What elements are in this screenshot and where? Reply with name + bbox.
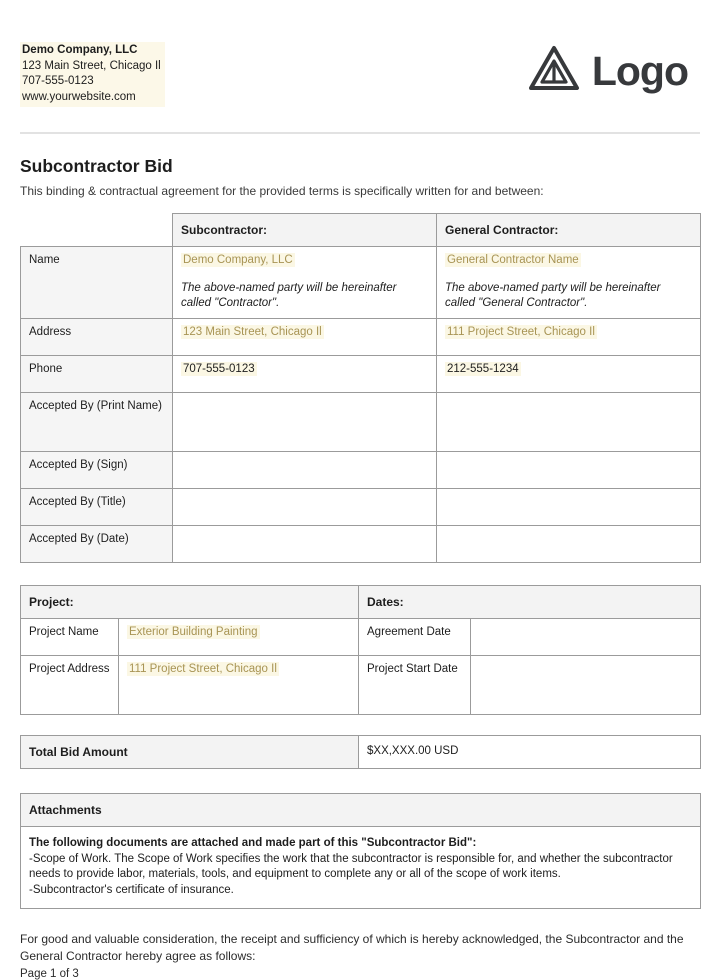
label-agreement-date: Agreement Date xyxy=(359,619,471,656)
header-general-contractor: General Contractor: xyxy=(437,214,701,247)
label-project-name: Project Name xyxy=(21,619,119,656)
total-bid-row xyxy=(21,736,701,769)
attachments-header-row xyxy=(21,794,701,827)
field-subcontractor-date[interactable] xyxy=(173,526,437,563)
project-row-name xyxy=(21,619,701,656)
parties-table xyxy=(20,213,701,563)
letterhead xyxy=(20,0,700,116)
field-general-contractor-sign[interactable] xyxy=(437,452,701,489)
value-subcontractor-phone: 707-555-0123 xyxy=(183,363,255,375)
cell-project-name-value xyxy=(119,619,359,656)
header-subcontractor: Subcontractor: xyxy=(173,214,437,247)
row-label-phone: Phone xyxy=(21,356,173,393)
cell-general-contractor-name xyxy=(437,247,701,319)
cell-project-address-value xyxy=(119,656,359,715)
attachments-body-row xyxy=(21,827,701,909)
value-general-contractor-phone: 212-555-1234 xyxy=(447,363,519,375)
attachments-item-2: -Subcontractor's certificate of insurance. xyxy=(29,883,234,896)
row-label-accepted-sign: Accepted By (Sign) xyxy=(21,452,173,489)
cell-general-contractor-phone xyxy=(437,356,701,393)
field-subcontractor-print-name[interactable] xyxy=(173,393,437,452)
field-general-contractor-title[interactable] xyxy=(437,489,701,526)
field-agreement-date[interactable] xyxy=(471,619,701,656)
total-bid-table xyxy=(20,735,701,769)
company-website: www.yourwebsite.com xyxy=(22,90,136,103)
logo xyxy=(528,44,700,97)
note-subcontractor: The above-named party will be hereinafter called "Contractor". xyxy=(181,282,397,309)
row-label-accepted-title: Accepted By (Title) xyxy=(21,489,173,526)
cell-subcontractor-name xyxy=(173,247,437,319)
table-row-accepted-title xyxy=(21,489,701,526)
label-total-bid-amount: Total Bid Amount xyxy=(21,736,359,769)
header-attachments: Attachments xyxy=(21,794,701,827)
table-row-phone xyxy=(21,356,701,393)
value-project-name: Exterior Building Painting xyxy=(129,626,258,638)
page-title: Subcontractor Bid xyxy=(20,156,173,176)
note-general-contractor: The above-named party will be hereinafter called "General Contractor". xyxy=(445,282,661,309)
logo-text: Logo xyxy=(591,47,688,94)
field-project-start-date[interactable] xyxy=(471,656,701,715)
project-row-address xyxy=(21,656,701,715)
row-label-accepted-date: Accepted By (Date) xyxy=(21,526,173,563)
header-divider xyxy=(20,132,700,134)
company-info-block xyxy=(20,42,165,107)
company-phone: 707-555-0123 xyxy=(22,75,94,87)
field-general-contractor-date[interactable] xyxy=(437,526,701,563)
field-subcontractor-sign[interactable] xyxy=(173,452,437,489)
label-project-address: Project Address xyxy=(21,656,119,715)
company-address: 123 Main Street, Chicago Il xyxy=(22,59,161,72)
company-name: Demo Company, LLC xyxy=(22,44,138,56)
row-label-accepted-print-name: Accepted By (Print Name) xyxy=(21,393,173,452)
value-subcontractor-address: 123 Main Street, Chicago Il xyxy=(183,326,322,338)
value-general-contractor-address: 111 Project Street, Chicago Il xyxy=(447,326,595,338)
closing-paragraph: For good and valuable consideration, the receipt and sufficiency of which is hereby acknowledged, the Subcontractor and the General Contractor hereby agree as follows: xyxy=(20,932,684,963)
cell-subcontractor-phone xyxy=(173,356,437,393)
attachments-table xyxy=(20,793,701,909)
header-dates: Dates: xyxy=(359,586,701,619)
attachments-body xyxy=(21,827,701,909)
table-row-address xyxy=(21,319,701,356)
table-row-accepted-print-name xyxy=(21,393,701,452)
field-general-contractor-print-name[interactable] xyxy=(437,393,701,452)
attachments-lead: The following documents are attached and made part of this "Subcontractor Bid": xyxy=(29,837,477,849)
attachments-item-1: -Scope of Work. The Scope of Work specifies the work that the subcontractor is responsible for, and whether the subcontractor needs to provide labor, materials, tools, and equipment to complete any or all of the scope of work items. xyxy=(29,852,673,880)
row-label-name: Name xyxy=(21,247,173,319)
page-footer: Page 1 of 3 xyxy=(20,968,79,980)
cell-general-contractor-address xyxy=(437,319,701,356)
header-spacer-cell xyxy=(21,214,173,247)
value-project-address: 111 Project Street, Chicago Il xyxy=(129,663,277,675)
table-row-name xyxy=(21,247,701,319)
value-subcontractor-name: Demo Company, LLC xyxy=(183,254,293,266)
table-header-row xyxy=(21,214,701,247)
field-subcontractor-title[interactable] xyxy=(173,489,437,526)
triangle-logo-icon xyxy=(528,44,580,97)
row-label-address: Address xyxy=(21,319,173,356)
header-project: Project: xyxy=(21,586,359,619)
value-total-bid-amount[interactable]: $XX,XXX.00 USD xyxy=(359,736,701,769)
project-dates-table xyxy=(20,585,701,715)
table-row-accepted-date xyxy=(21,526,701,563)
project-header-row xyxy=(21,586,701,619)
label-project-start-date: Project Start Date xyxy=(359,656,471,715)
value-general-contractor-name: General Contractor Name xyxy=(447,254,579,266)
page-subtitle: This binding & contractual agreement for the provided terms is specifically written for and between: xyxy=(20,184,544,198)
table-row-accepted-sign xyxy=(21,452,701,489)
cell-subcontractor-address xyxy=(173,319,437,356)
